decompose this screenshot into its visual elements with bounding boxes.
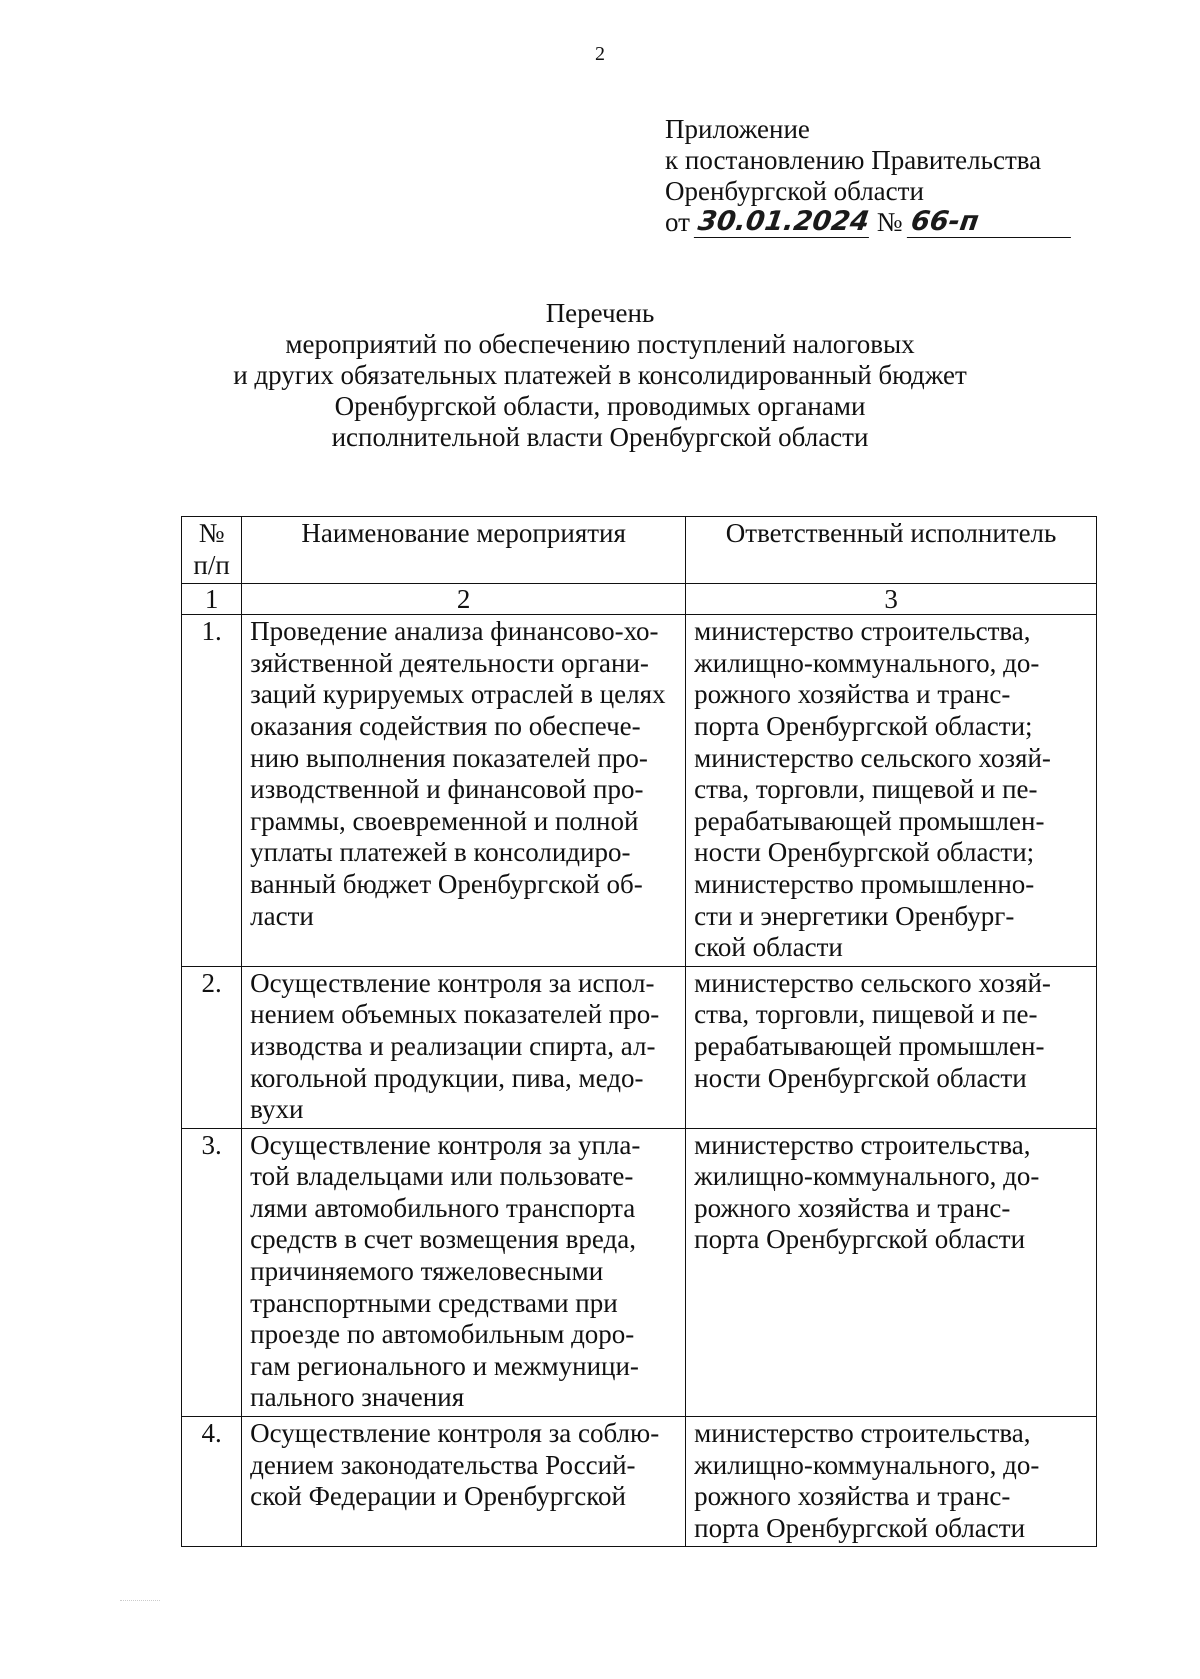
measure-name	[242, 615, 686, 967]
executor-line: министерство сельского хозяй-	[694, 967, 1051, 998]
measure-name-line: вухи	[250, 1094, 304, 1125]
measure-name-line: той владельцами или пользовате-	[250, 1161, 634, 1192]
measure-name-line: причиняемого тяжеловесными	[250, 1256, 604, 1287]
measure-name-line: гам регионального и межмуници-	[250, 1350, 639, 1381]
measure-name-line: пального значения	[250, 1382, 465, 1413]
appendix-line: Приложение	[665, 114, 810, 144]
row-number: 2.	[182, 966, 242, 1128]
column-index: 3	[686, 584, 1097, 615]
header-num	[182, 517, 242, 584]
from-label: от	[665, 207, 690, 237]
measure-name-line: зяйственной деятельности органи-	[250, 647, 649, 678]
executor-line: порта Оренбургской области;	[694, 710, 1033, 741]
column-index: 1	[182, 584, 242, 615]
scan-artifact	[120, 1600, 160, 1603]
executor-line: рожного хозяйства и транс-	[694, 1481, 1011, 1512]
measures-table	[181, 516, 1097, 1547]
responsible-executor	[686, 1417, 1097, 1547]
executor-line: порта Оренбургской области	[694, 1512, 1026, 1543]
measure-name-line: транспортными средствами при	[250, 1287, 618, 1318]
responsible-executor	[686, 1128, 1097, 1416]
document-title	[0, 298, 1200, 453]
executor-line: жилищно-коммунального, до-	[694, 1449, 1040, 1480]
header-executor: Ответственный исполнитель	[686, 517, 1097, 584]
executor-line: рерабатывающей промышлен-	[694, 805, 1045, 836]
executor-line: рерабатывающей промышлен-	[694, 1030, 1045, 1061]
appendix-block	[665, 114, 1145, 238]
table-row	[182, 1417, 1097, 1547]
title-line: мероприятий по обеспечению поступлений налоговых	[285, 329, 915, 359]
title-line: Оренбургской области, проводимых органами	[334, 391, 866, 421]
measure-name-line: Осуществление контроля за испол-	[250, 967, 655, 998]
executor-line: рожного хозяйства и транс-	[694, 1192, 1011, 1223]
column-index-row	[182, 584, 1097, 615]
measure-name	[242, 1128, 686, 1416]
measure-name-line: проезде по автомобильным доро-	[250, 1319, 635, 1350]
number-label: №	[876, 207, 903, 237]
executor-line: ской области	[694, 932, 843, 963]
executor-line: ства, торговли, пищевой и пе-	[694, 774, 1038, 805]
executor-line: рожного хозяйства и транс-	[694, 679, 1011, 710]
measure-name-line: лями автомобильного транспорта	[250, 1192, 636, 1223]
measure-name-line: Осуществление контроля за соблю-	[250, 1418, 660, 1449]
measure-name-line: изводственной и финансовой про-	[250, 774, 644, 805]
handwritten-date: 30.01.2024	[694, 207, 873, 238]
page-number: 2	[595, 43, 605, 65]
executor-line: ства, торговли, пищевой и пе-	[694, 999, 1038, 1030]
measure-name-line: Осуществление контроля за упла-	[250, 1129, 641, 1160]
measure-name-line: ванный бюджет Оренбургской об-	[250, 868, 643, 899]
table-row	[182, 615, 1097, 967]
row-number: 3.	[182, 1128, 242, 1416]
header-num-abbr: п/п	[193, 549, 230, 580]
measure-name-line: средств в счет возмещения вреда,	[250, 1224, 636, 1255]
executor-line: ности Оренбургской области	[694, 1062, 1027, 1093]
title-line: Перечень	[545, 298, 655, 328]
measure-name-line: ской Федерации и Оренбургской	[250, 1481, 626, 1512]
executor-line: министерство строительства,	[694, 1418, 1031, 1449]
measure-name	[242, 1417, 686, 1547]
row-number: 4.	[182, 1417, 242, 1547]
column-index: 2	[242, 584, 686, 615]
measure-name-line: Проведение анализа финансово-хо-	[250, 616, 659, 647]
handwritten-number: 66-п	[906, 207, 1074, 238]
measure-name-line: уплаты платежей в консолидиро-	[250, 837, 631, 868]
executor-line: министерство строительства,	[694, 616, 1031, 647]
measure-name-line: изводства и реализации спирта, ал-	[250, 1030, 656, 1061]
header-num-symbol: №	[198, 518, 225, 548]
executor-line: министерство строительства,	[694, 1129, 1031, 1160]
executor-line: жилищно-коммунального, до-	[694, 1161, 1040, 1192]
measure-name-line: дением законодательства Россий-	[250, 1449, 636, 1480]
measure-name-line: заций курируемых отраслей в целях	[250, 679, 666, 710]
executor-line: министерство промышленно-	[694, 868, 1035, 899]
row-number: 1.	[182, 615, 242, 967]
header-name: Наименование мероприятия	[242, 517, 686, 584]
executor-line: министерство сельского хозяй-	[694, 742, 1051, 773]
table-row	[182, 1128, 1097, 1416]
executor-line: сти и энергетики Оренбург-	[694, 900, 1015, 931]
resolution-date-line	[665, 207, 1145, 238]
measure-name-line: нением объемных показателей про-	[250, 999, 660, 1030]
measure-name-line: оказания содействия по обеспече-	[250, 710, 641, 741]
title-line: и других обязательных платежей в консолидированный бюджет	[233, 360, 967, 390]
executor-line: ности Оренбургской области;	[694, 837, 1035, 868]
measure-name-line: когольной продукции, пива, медо-	[250, 1062, 644, 1093]
table-row	[182, 966, 1097, 1128]
appendix-line: Оренбургской области	[665, 176, 924, 206]
responsible-executor	[686, 966, 1097, 1128]
appendix-line: к постановлению Правительства	[665, 145, 1042, 175]
measure-name	[242, 966, 686, 1128]
executor-line: жилищно-коммунального, до-	[694, 647, 1040, 678]
measure-name-line: граммы, своевременной и полной	[250, 805, 639, 836]
executor-line: порта Оренбургской области	[694, 1224, 1026, 1255]
measure-name-line: ласти	[250, 900, 314, 931]
responsible-executor	[686, 615, 1097, 967]
measure-name-line: нию выполнения показателей про-	[250, 742, 648, 773]
table-header-row	[182, 517, 1097, 584]
title-line: исполнительной власти Оренбургской области	[331, 422, 869, 452]
